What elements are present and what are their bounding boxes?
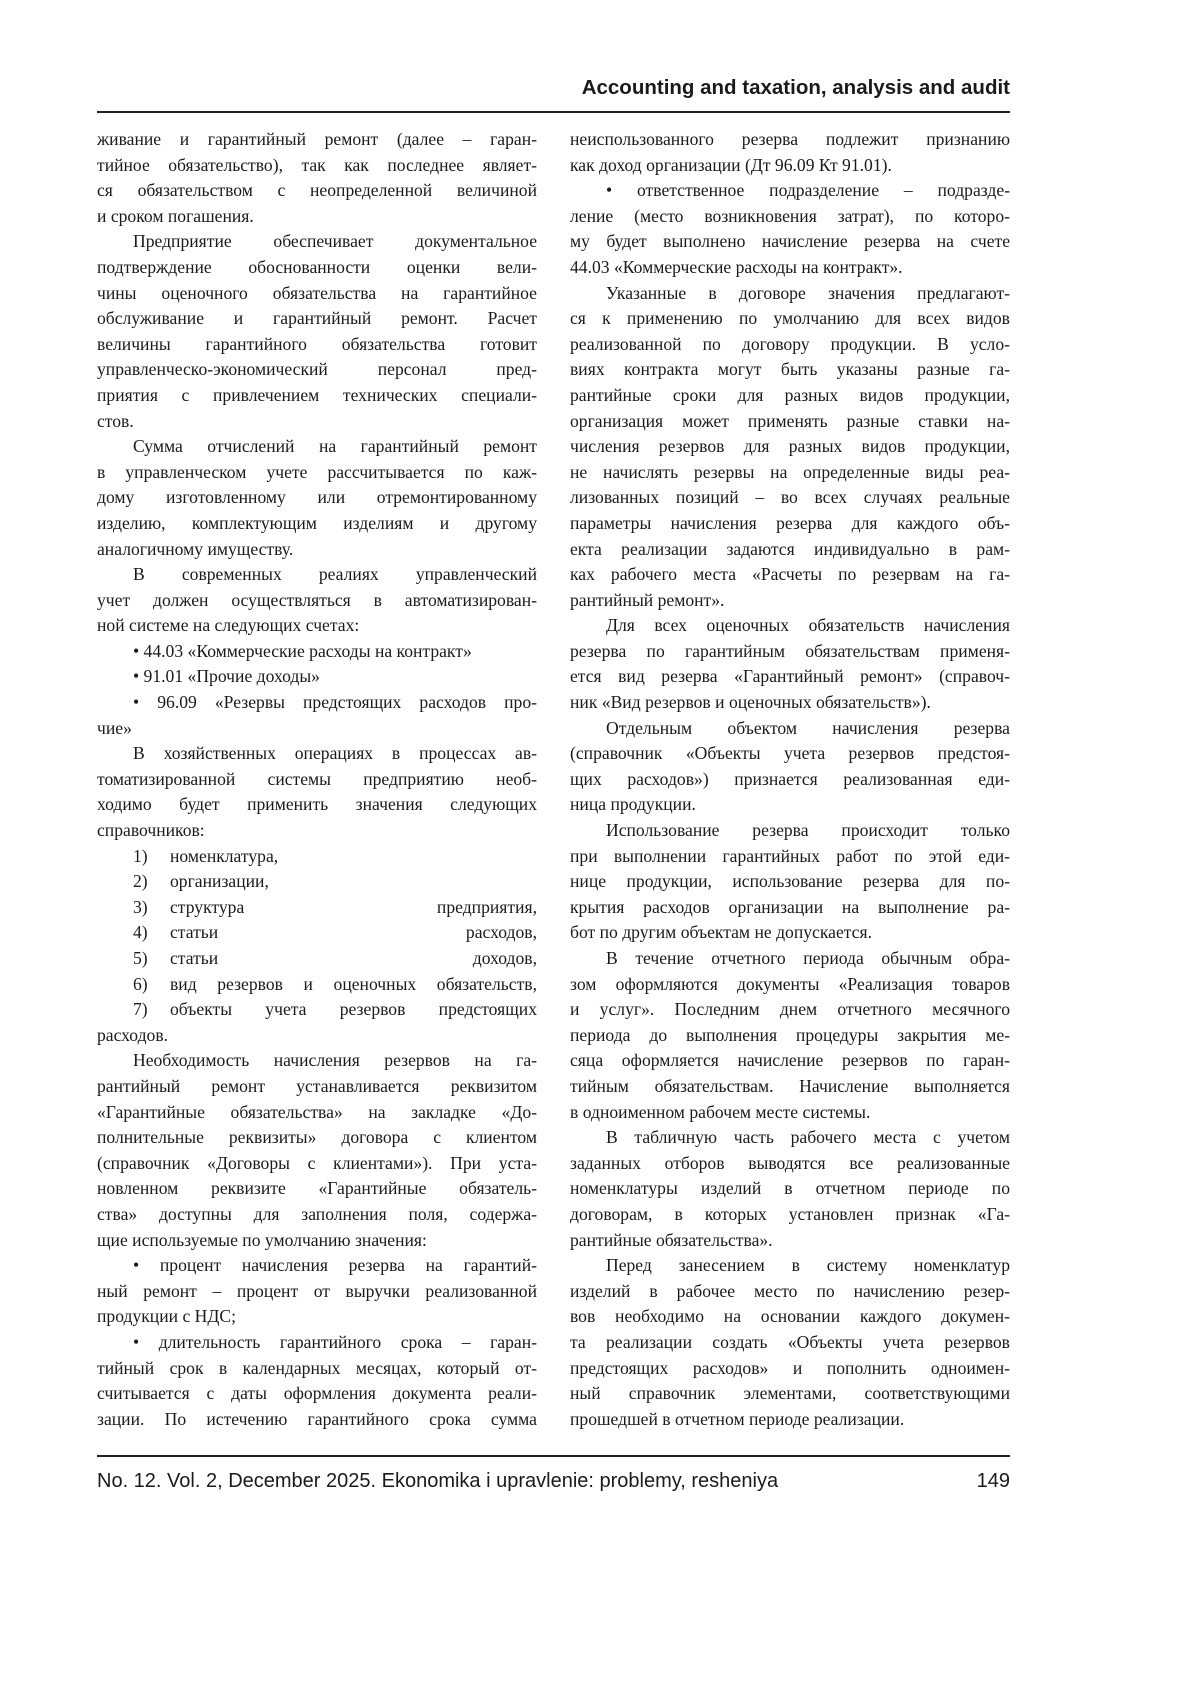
- text-line: считывается с даты оформления документа реали-: [97, 1381, 537, 1407]
- text-line: числения резервов для разных видов продукции,: [570, 434, 1010, 460]
- right-column: [570, 127, 1010, 1432]
- running-footer: [97, 1470, 1010, 1493]
- text-line: Указанные в договоре значения предлагают-: [570, 281, 1010, 307]
- text-line: изделий в рабочее место по начислению резер-: [570, 1279, 1010, 1305]
- list-text: структура предприятия,: [170, 895, 537, 921]
- text-line: рантийный ремонт».: [570, 588, 1010, 614]
- text-line: заданных отборов выводятся все реализованные: [570, 1151, 1010, 1177]
- list-text: организации,: [170, 869, 537, 895]
- text-line: изделию, комплектующим изделиям и другому: [97, 511, 537, 537]
- text-line: тийный срок в календарных месяцах, который от-: [97, 1356, 537, 1382]
- text-line: в одноименном рабочем месте системы.: [570, 1100, 1010, 1126]
- header-rule: [97, 111, 1010, 113]
- text-line: томатизированной системы предприятию необ-: [97, 767, 537, 793]
- text-line: управленческо-экономический персонал пред-: [97, 357, 537, 383]
- text-line: ной системе на следующих счетах:: [97, 613, 537, 639]
- left-column: [97, 127, 537, 1432]
- text-line: [97, 997, 537, 1023]
- paragraph: [570, 127, 1010, 178]
- text-line: В табличную часть рабочего места с учетом: [570, 1125, 1010, 1151]
- text-line: расходов.: [97, 1023, 537, 1049]
- journal-citation: No. 12. Vol. 2, December 2025. Ekonomika i upravlenie: problemy, resheniya: [97, 1470, 778, 1493]
- text-line: и услуг». Последним днем отчетного месячного: [570, 997, 1010, 1023]
- text-line: [97, 869, 537, 895]
- text-line: • 91.01 «Прочие доходы»: [97, 664, 537, 690]
- bullet-item: [97, 1253, 537, 1330]
- text-line: ник «Вид резервов и оценочных обязательств»).: [570, 690, 1010, 716]
- text-line: организация может применять разные ставки на-: [570, 409, 1010, 435]
- text-line: учет должен осуществляться в автоматизирован-: [97, 588, 537, 614]
- text-line: живание и гарантийный ремонт (далее – гаран-: [97, 127, 537, 153]
- text-line: виях контракта могут быть указаны разные га-: [570, 357, 1010, 383]
- text-line: не начислять резервы на определенные виды реа-: [570, 460, 1010, 486]
- text-line: договорам, в которых установлен признак «Га-: [570, 1202, 1010, 1228]
- text-line: вов необходимо на основании каждого докумен-: [570, 1304, 1010, 1330]
- paragraph: [570, 1253, 1010, 1432]
- text-line: неиспользованного резерва подлежит признанию: [570, 127, 1010, 153]
- text-line: ный ремонт – процент от выручки реализованной: [97, 1279, 537, 1305]
- list-item: [97, 869, 537, 895]
- running-header: Accounting and taxation, analysis and audit: [97, 76, 1010, 100]
- text-line: (справочник «Договоры с клиентами»). При уста-: [97, 1151, 537, 1177]
- text-line: в управленческом учете рассчитывается по каж-: [97, 460, 537, 486]
- text-line: бот по другим объектам не допускается.: [570, 920, 1010, 946]
- text-line: ходимо будет применить значения следующих: [97, 792, 537, 818]
- text-line: рантийный ремонт устанавливается реквизитом: [97, 1074, 537, 1100]
- list-item: [97, 946, 537, 972]
- list-text: вид резервов и оценочных обязательств,: [170, 972, 537, 998]
- text-line: ница продукции.: [570, 792, 1010, 818]
- text-line: ный справочник элементами, соответствующими: [570, 1381, 1010, 1407]
- text-line: лизованных позиций – во всех случаях реальные: [570, 485, 1010, 511]
- text-line: Перед занесением в систему номенклатур: [570, 1253, 1010, 1279]
- paragraph: [97, 434, 537, 562]
- text-line: параметры начисления резерва для каждого объ-: [570, 511, 1010, 537]
- text-line: рантийные сроки для разных видов продукции,: [570, 383, 1010, 409]
- text-line: аналогичному имуществу.: [97, 537, 537, 563]
- paragraph: [97, 562, 537, 639]
- paragraph: [570, 1125, 1010, 1253]
- text-line: приятия с привлечением технических специали-: [97, 383, 537, 409]
- paragraph: [97, 1048, 537, 1253]
- text-line: при выполнении гарантийных работ по этой еди-: [570, 844, 1010, 870]
- text-line: ся к применению по умолчанию для всех видов: [570, 306, 1010, 332]
- text-line: В течение отчетного периода обычным обра-: [570, 946, 1010, 972]
- bullet-item: [570, 178, 1010, 280]
- paragraph: [570, 818, 1010, 946]
- text-line: обслуживание и гарантийный ремонт. Расчет: [97, 306, 537, 332]
- bullet-item: [97, 664, 537, 690]
- text-line: Предприятие обеспечивает документальное: [97, 229, 537, 255]
- text-line: резерва по гарантийным обязательствам применя-: [570, 639, 1010, 665]
- page-number: 149: [977, 1470, 1010, 1493]
- text-line: зации. По истечению гарантийного срока сумма: [97, 1407, 537, 1433]
- text-line: та реализации создать «Объекты учета резервов: [570, 1330, 1010, 1356]
- text-line: дому изготовленному или отремонтированному: [97, 485, 537, 511]
- text-line: Необходимость начисления резервов на га-: [97, 1048, 537, 1074]
- text-line: «Гарантийные обязательства» на закладке «До-: [97, 1100, 537, 1126]
- list-text: номенклатура,: [170, 844, 537, 870]
- text-line: В современных реалиях управленческий: [97, 562, 537, 588]
- text-line: сяца оформляется начисление резервов по гаран-: [570, 1048, 1010, 1074]
- text-line: Сумма отчислений на гарантийный ремонт: [97, 434, 537, 460]
- list-text: объекты учета резервов предстоящих: [170, 997, 537, 1023]
- paragraph: [97, 229, 537, 434]
- text-line: ется вид резерва «Гарантийный ремонт» (справоч-: [570, 664, 1010, 690]
- text-line: 44.03 «Коммерческие расходы на контракт».: [570, 255, 1010, 281]
- paragraph: [97, 127, 537, 229]
- text-line: • 44.03 «Коммерческие расходы на контракт»: [97, 639, 537, 665]
- bullet-item: [97, 690, 537, 741]
- list-number: 6): [133, 972, 170, 998]
- text-line: Для всех оценочных обязательств начисления: [570, 613, 1010, 639]
- text-line: Использование резерва происходит только: [570, 818, 1010, 844]
- text-line: Отдельным объектом начисления резерва: [570, 716, 1010, 742]
- text-line: продукции с НДС;: [97, 1304, 537, 1330]
- paragraph: [570, 613, 1010, 715]
- list-text: статьи доходов,: [170, 946, 537, 972]
- paragraph: [570, 946, 1010, 1125]
- text-line: чие»: [97, 716, 537, 742]
- list-item: [97, 895, 537, 921]
- paragraph: [570, 281, 1010, 614]
- list-item: [97, 997, 537, 1048]
- text-line: ление (место возникновения затрат), по которо-: [570, 204, 1010, 230]
- text-line: (справочник «Объекты учета резервов предстоя-: [570, 741, 1010, 767]
- paragraph: [570, 716, 1010, 818]
- text-line: новленном реквизите «Гарантийные обязатель-: [97, 1176, 537, 1202]
- text-line: тийное обязательство), так как последнее являет-: [97, 153, 537, 179]
- text-line: ства» доступны для заполнения поля, содержа-: [97, 1202, 537, 1228]
- text-line: крытия расходов организации на выполнение ра-: [570, 895, 1010, 921]
- text-line: как доход организации (Дт 96.09 Кт 91.01).: [570, 153, 1010, 179]
- list-item: [97, 844, 537, 870]
- text-line: номенклатуры изделий в отчетном периоде по: [570, 1176, 1010, 1202]
- list-number: 1): [133, 844, 170, 870]
- text-line: подтверждение обоснованности оценки вели-: [97, 255, 537, 281]
- text-line: В хозяйственных операциях в процессах ав-: [97, 741, 537, 767]
- list-number: 2): [133, 869, 170, 895]
- text-line: тийным обязательствам. Начисление выполняется: [570, 1074, 1010, 1100]
- text-line: ся обязательством с неопределенной величиной: [97, 178, 537, 204]
- list-number: 3): [133, 895, 170, 921]
- text-line: [97, 972, 537, 998]
- text-line: щих расходов») признается реализованная еди-: [570, 767, 1010, 793]
- list-text: статьи расходов,: [170, 920, 537, 946]
- text-line: зом оформляются документы «Реализация товаров: [570, 972, 1010, 998]
- text-line: [97, 844, 537, 870]
- list-item: [97, 972, 537, 998]
- list-number: 4): [133, 920, 170, 946]
- bullet-item: [97, 639, 537, 665]
- text-line: прошедшей в отчетном периоде реализации.: [570, 1407, 1010, 1433]
- list-number: 5): [133, 946, 170, 972]
- text-line: ках рабочего места «Расчеты по резервам на га-: [570, 562, 1010, 588]
- text-line: стов.: [97, 409, 537, 435]
- list-item: [97, 920, 537, 946]
- footer-rule: [97, 1455, 1010, 1457]
- text-line: му будет выполнено начисление резерва на счете: [570, 229, 1010, 255]
- text-line: щие используемые по умолчанию значения:: [97, 1228, 537, 1254]
- text-line: • 96.09 «Резервы предстоящих расходов про-: [97, 690, 537, 716]
- text-line: периода до выполнения процедуры закрытия ме-: [570, 1023, 1010, 1049]
- text-line: • процент начисления резерва на гарантий-: [97, 1253, 537, 1279]
- text-line: реализованной по договору продукции. В усло-: [570, 332, 1010, 358]
- bullet-item: [97, 1330, 537, 1432]
- list-number: 7): [133, 997, 170, 1023]
- text-line: екта реализации задаются индивидуально в рам-: [570, 537, 1010, 563]
- text-line: нице продукции, использование резерва для по-: [570, 869, 1010, 895]
- text-line: предстоящих расходов» и пополнить одноимен-: [570, 1356, 1010, 1382]
- text-line: полнительные реквизиты» договора с клиентом: [97, 1125, 537, 1151]
- text-line: [97, 895, 537, 921]
- paragraph: [97, 741, 537, 843]
- text-line: рантийные обязательства».: [570, 1228, 1010, 1254]
- text-line: справочников:: [97, 818, 537, 844]
- text-line: [97, 920, 537, 946]
- text-line: величины гарантийного обязательства готовит: [97, 332, 537, 358]
- text-line: [97, 946, 537, 972]
- text-line: и сроком погашения.: [97, 204, 537, 230]
- text-line: чины оценочного обязательства на гарантийное: [97, 281, 537, 307]
- text-line: • длительность гарантийного срока – гаран-: [97, 1330, 537, 1356]
- text-line: • ответственное подразделение – подразде-: [570, 178, 1010, 204]
